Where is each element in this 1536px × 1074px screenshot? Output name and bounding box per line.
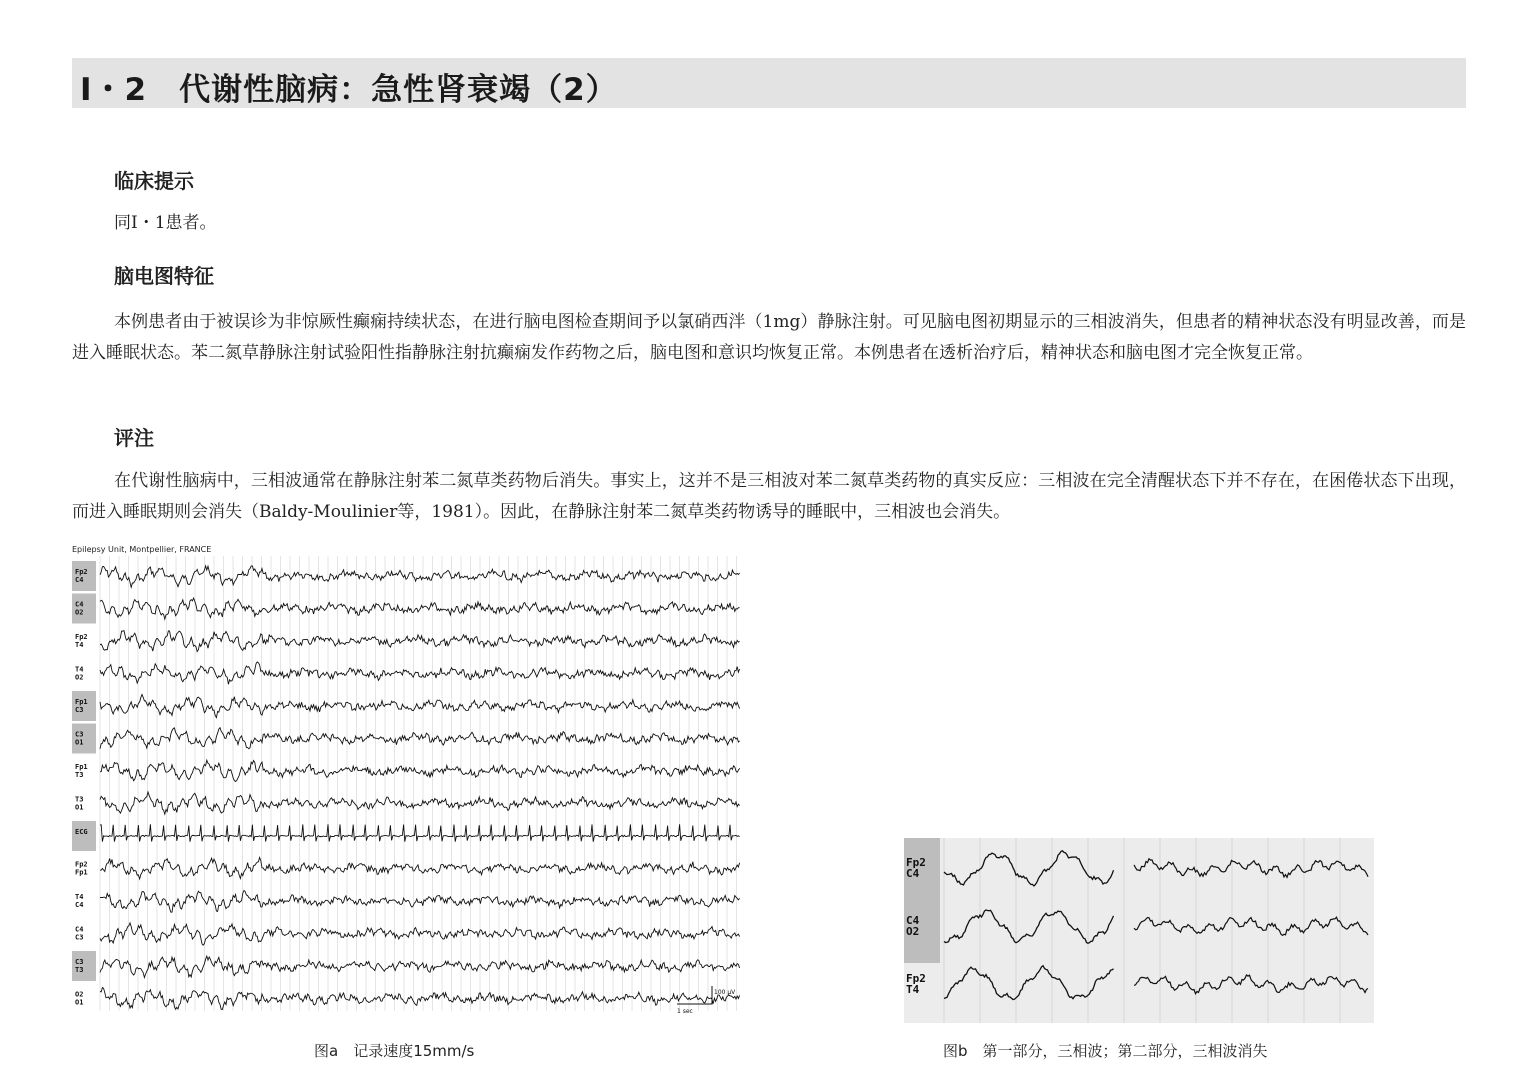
channel-label-bottom: O1 xyxy=(75,803,84,812)
channel-label-bottom: C4 xyxy=(75,576,84,584)
eeg-trace xyxy=(100,923,740,945)
figure-a-header: Epilepsy Unit, Montpellier, FRANCE xyxy=(72,545,212,554)
figure-a-eeg xyxy=(72,556,742,1022)
channel-label-bottom: Fp1 xyxy=(75,868,88,877)
figure-b-bg xyxy=(904,838,1374,1023)
channel-label-top: Fp2 xyxy=(906,856,926,869)
title-bar xyxy=(72,58,1466,108)
channel-label-bottom: C3 xyxy=(75,933,84,942)
channel-label-top: Fp2 xyxy=(75,860,88,869)
eeg-trace xyxy=(100,858,740,880)
figure-b-eeg xyxy=(904,838,1374,1023)
eeg-trace xyxy=(100,824,740,841)
channel-label-bottom: O2 xyxy=(75,608,84,617)
channel-label-top: C4 xyxy=(75,925,84,934)
channel-label-top: T4 xyxy=(75,893,84,901)
heading-clinical: 临床提示 xyxy=(114,169,194,193)
eeg-trace xyxy=(100,598,740,619)
heading-comment: 评注 xyxy=(114,426,154,450)
channel-label-bottom: C4 xyxy=(906,867,920,880)
channel-label-bottom: T4 xyxy=(75,641,84,649)
eeg-trace xyxy=(100,631,740,652)
channel-label-top: C4 xyxy=(75,600,84,609)
text-comment: 在代谢性脑病中，三相波通常在静脉注射苯二氮草类药物后消失。事实上，这并不是三相波对苯二氮草类药物的真实反应：三相波在完全清醒状态下并不存在，在困倦状态下出现，而进入睡眠期则会消失（Baldy-Moulinier等，1981）。因此，在静脉注射苯二氮草类药物诱导的睡眠中，三相波也会消失。 xyxy=(72,471,1466,522)
channel-label-top: T3 xyxy=(75,795,84,804)
eeg-trace xyxy=(100,728,740,749)
eeg-trace xyxy=(100,792,740,814)
channel-label-bottom: O2 xyxy=(906,925,920,938)
channel-label-top: Fp1 xyxy=(75,698,88,706)
channel-label-top: Fp2 xyxy=(75,568,88,576)
channel-label-top: Fp2 xyxy=(75,633,88,641)
scale-time-label: 1 sec xyxy=(677,1008,693,1015)
eeg-trace xyxy=(100,891,740,913)
channel-label-top: C4 xyxy=(906,914,920,927)
channel-label-top: ECG xyxy=(75,828,88,836)
channel-label-top: C3 xyxy=(75,730,84,739)
channel-label-top: T4 xyxy=(75,665,84,674)
eeg-trace xyxy=(100,988,740,1010)
channel-label-bottom: T3 xyxy=(75,966,84,974)
eeg-trace xyxy=(100,956,740,977)
figure-b-caption: 图b 第一部分，三相波；第二部分，三相波消失 xyxy=(943,1042,1268,1060)
channel-label-top: C3 xyxy=(75,958,84,966)
channel-label-bottom: T3 xyxy=(75,771,84,779)
calibration-marker xyxy=(677,986,712,1004)
text-clinical: 同Ⅰ・1患者。 xyxy=(114,213,217,233)
channel-label-box xyxy=(72,821,96,851)
channel-label-top: Fp1 xyxy=(75,763,88,771)
channel-label-bottom: O2 xyxy=(75,673,84,682)
text-eeg: 本例患者由于被误诊为非惊厥性癫痫持续状态，在进行脑电图检查期间予以氯硝西泮（1mg）静脉注射。可见脑电图初期显示的三相波消失，但患者的精神状态没有明显改善，而是进入睡眠状态。苯二氮草静脉注射试验阳性指静脉注射抗癫痫发作药物之后，脑电图和意识均恢复正常。本例患者在透析治疗后，精神状态和脑电图才完全恢复正常。 xyxy=(72,312,1466,363)
eeg-trace xyxy=(100,662,740,684)
channel-label-bottom: O1 xyxy=(75,998,84,1007)
figure-a-caption: 图a 记录速度15mm/s xyxy=(314,1042,475,1060)
channel-label-bottom: O1 xyxy=(75,738,84,747)
channel-label-bottom: C3 xyxy=(75,706,84,714)
heading-eeg: 脑电图特征 xyxy=(114,264,214,288)
page-title: Ⅰ・2 代谢性脑病：急性肾衰竭（2） xyxy=(80,72,618,108)
channel-label-top: Fp2 xyxy=(906,972,926,985)
scale-amplitude-label: 100 μV xyxy=(714,989,736,996)
channel-label-top: O2 xyxy=(75,990,84,999)
eeg-trace xyxy=(100,566,740,587)
channel-label-bottom: T4 xyxy=(906,983,920,996)
eeg-trace xyxy=(100,695,740,718)
channel-label-bottom: C4 xyxy=(75,901,84,909)
eeg-trace xyxy=(100,760,740,781)
